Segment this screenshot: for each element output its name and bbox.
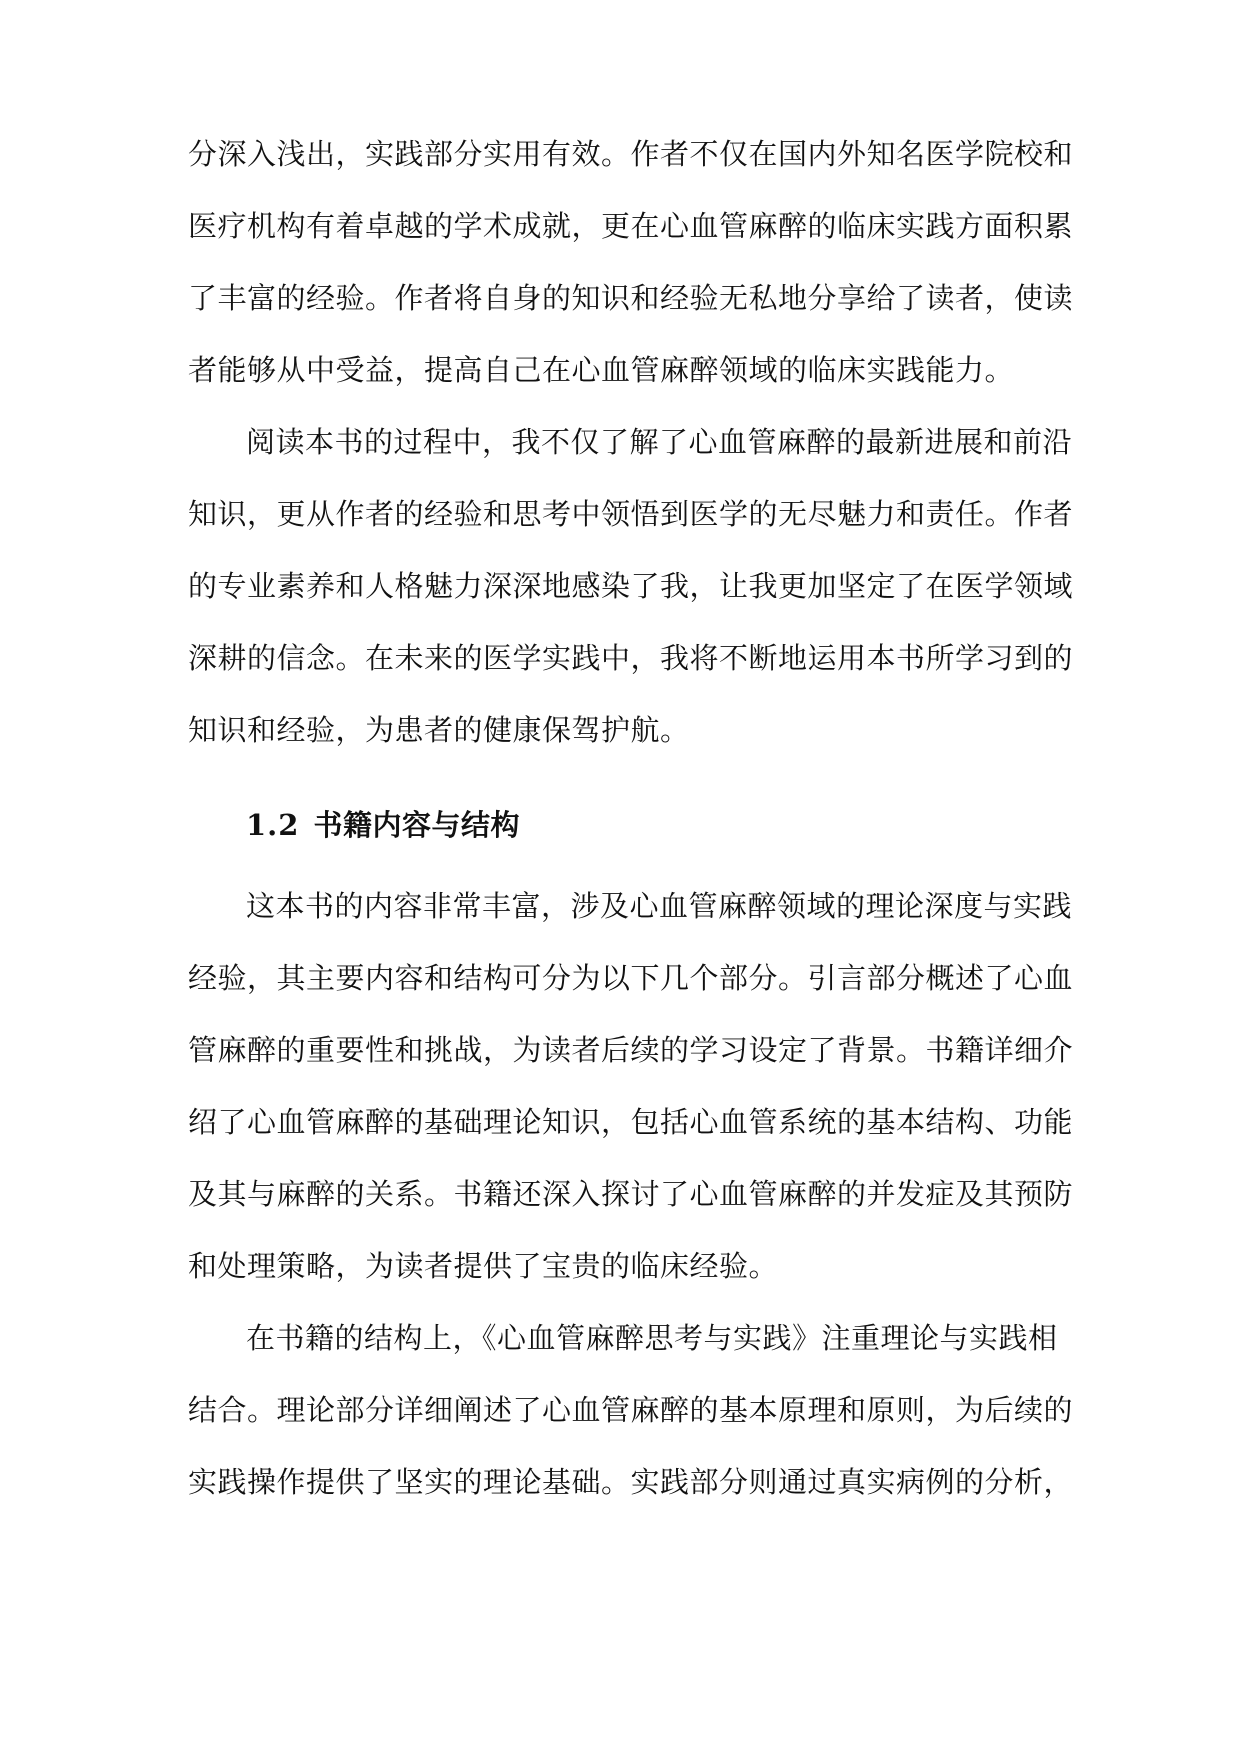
paragraph-2-line-1: 阅读本书的过程中，我不仅了解了心血管麻醉的最新进展和前沿	[246, 425, 1073, 459]
paragraph-3-line-5: 及其与麻醉的关系。书籍还深入探讨了心血管麻醉的并发症及其预防	[188, 1177, 1074, 1211]
paragraph-2-line-5: 知识和经验，为患者的健康保驾护航。	[188, 713, 690, 747]
section-heading	[246, 805, 520, 845]
paragraph-3-line-4: 绍了心血管麻醉的基础理论知识，包括心血管系统的基本结构、功能	[188, 1105, 1074, 1139]
paragraph-4-line-1: 在书籍的结构上，《心血管麻醉思考与实践》注重理论与实践相	[246, 1321, 1058, 1355]
paragraph-3-line-3: 管麻醉的重要性和挑战，为读者后续的学习设定了背景。书籍详细介	[188, 1033, 1074, 1067]
paragraph-3-line-1: 这本书的内容非常丰富，涉及心血管麻醉领域的理论深度与实践	[246, 889, 1073, 923]
paragraph-2-line-4: 深耕的信念。在未来的医学实践中，我将不断地运用本书所学习到的	[188, 641, 1074, 675]
paragraph-1-line-4: 者能够从中受益，提高自己在心血管麻醉领域的临床实践能力。	[188, 353, 1015, 387]
paragraph-4-line-2: 结合。理论部分详细阐述了心血管麻醉的基本原理和原则，为后续的	[188, 1393, 1074, 1427]
paragraph-2-line-2: 知识，更从作者的经验和思考中领悟到医学的无尽魅力和责任。作者	[188, 497, 1074, 531]
paragraph-1-line-2: 医疗机构有着卓越的学术成就，更在心血管麻醉的临床实践方面积累	[188, 209, 1074, 243]
section-number: 1.2	[246, 808, 300, 842]
section-title: 书籍内容与结构	[313, 808, 520, 842]
paragraph-1-line-3: 了丰富的经验。作者将自身的知识和经验无私地分享给了读者，使读	[188, 281, 1074, 315]
paragraph-1-line-1: 分深入浅出，实践部分实用有效。作者不仅在国内外知名医学院校和	[188, 137, 1074, 171]
paragraph-2-line-3: 的专业素养和人格魅力深深地感染了我，让我更加坚定了在医学领域	[188, 569, 1074, 603]
paragraph-3-line-2: 经验，其主要内容和结构可分为以下几个部分。引言部分概述了心血	[188, 961, 1074, 995]
paragraph-3-line-6: 和处理策略，为读者提供了宝贵的临床经验。	[188, 1249, 779, 1283]
paragraph-4-line-3: 实践操作提供了坚实的理论基础。实践部分则通过真实病例的分析，	[188, 1465, 1074, 1499]
